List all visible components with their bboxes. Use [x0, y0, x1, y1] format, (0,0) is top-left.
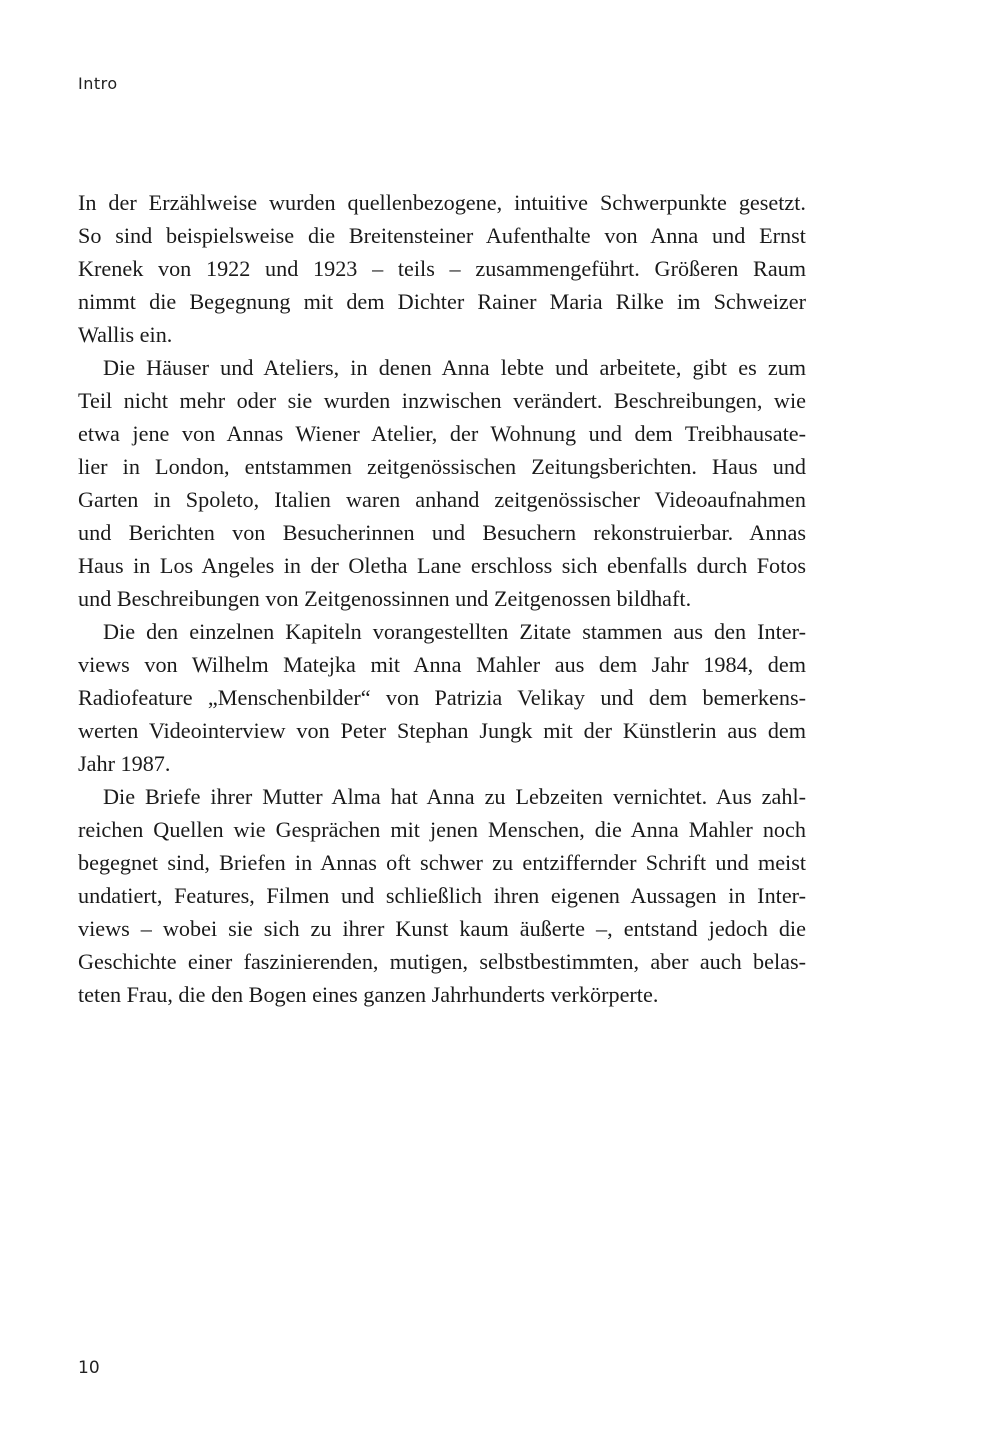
- text-line: undatiert, Features, Filmen und schließlich ihren eigenen Aussagen in Inter-: [78, 883, 807, 908]
- text-line: reichen Quellen wie Gesprächen mit jenen Menschen, die Anna Mahler noch: [78, 817, 806, 842]
- text-line: Teil nicht mehr oder sie wurden inzwischen verändert. Beschreibungen, wie: [78, 388, 806, 413]
- text-line: und Berichten von Besucherinnen und Besuchern rekonstruierbar. Annas: [78, 520, 806, 545]
- text-line: Radiofeature „Menschenbilder“ von Patrizia Velikay und dem bemerkens-: [78, 685, 806, 710]
- text-line: Garten in Spoleto, Italien waren anhand zeitgenössischer Videoaufnahmen: [78, 487, 806, 512]
- text-line: Haus in Los Angeles in der Oletha Lane erschloss sich ebenfalls durch Fotos: [78, 553, 807, 578]
- paragraph: [78, 780, 806, 1011]
- text-line: und Beschreibungen von Zeitgenossinnen und Zeitgenossen bildhaft.: [78, 586, 692, 611]
- text-line: nimmt die Begegnung mit dem Dichter Rainer Maria Rilke im Schweizer: [78, 289, 806, 314]
- text-line: So sind beispielsweise die Breitensteiner Aufenthalte von Anna und Ernst: [78, 223, 806, 248]
- text-line: views – wobei sie sich zu ihrer Kunst kaum äußerte –, entstand jedoch die: [78, 916, 806, 941]
- text-line: werten Videointerview von Peter Stephan Jungk mit der Künstlerin aus dem: [78, 718, 807, 743]
- text-line: In der Erzählweise wurden quellenbezogene, intuitive Schwerpunkte gesetzt.: [78, 190, 806, 215]
- paragraph: [78, 615, 806, 780]
- text-line: Krenek von 1922 und 1923 – teils – zusammengeführt. Größeren Raum: [78, 256, 807, 281]
- text-line: begegnet sind, Briefen in Annas oft schwer zu entziffernder Schrift und meist: [78, 850, 807, 875]
- text-line: teten Frau, die den Bogen eines ganzen Jahrhunderts verkörperte.: [78, 982, 659, 1007]
- text-line: etwa jene von Annas Wiener Atelier, der Wohnung und dem Treibhausate-: [78, 421, 807, 446]
- paragraph: [78, 351, 806, 615]
- text-line: Die Briefe ihrer Mutter Alma hat Anna zu Lebzeiten vernichtet. Aus zahl-: [103, 784, 807, 809]
- text-line: Geschichte einer faszinierenden, mutigen, selbstbestimmten, aber auch belas-: [78, 949, 807, 974]
- body-text: [78, 186, 806, 1011]
- text-line: Jahr 1987.: [78, 751, 171, 776]
- text-line: Die den einzelnen Kapiteln vorangestellten Zitate stammen aus den Inter-: [103, 619, 806, 644]
- running-head: Intro: [78, 74, 118, 93]
- text-line: Wallis ein.: [78, 322, 173, 347]
- page-number: 10: [78, 1358, 100, 1378]
- text-line: lier in London, entstammen zeitgenössischen Zeitungsberichten. Haus und: [78, 454, 807, 479]
- text-line: views von Wilhelm Matejka mit Anna Mahler aus dem Jahr 1984, dem: [78, 652, 807, 677]
- paragraph: [78, 186, 806, 351]
- text-line: Die Häuser und Ateliers, in denen Anna lebte und arbeitete, gibt es zum: [103, 355, 807, 380]
